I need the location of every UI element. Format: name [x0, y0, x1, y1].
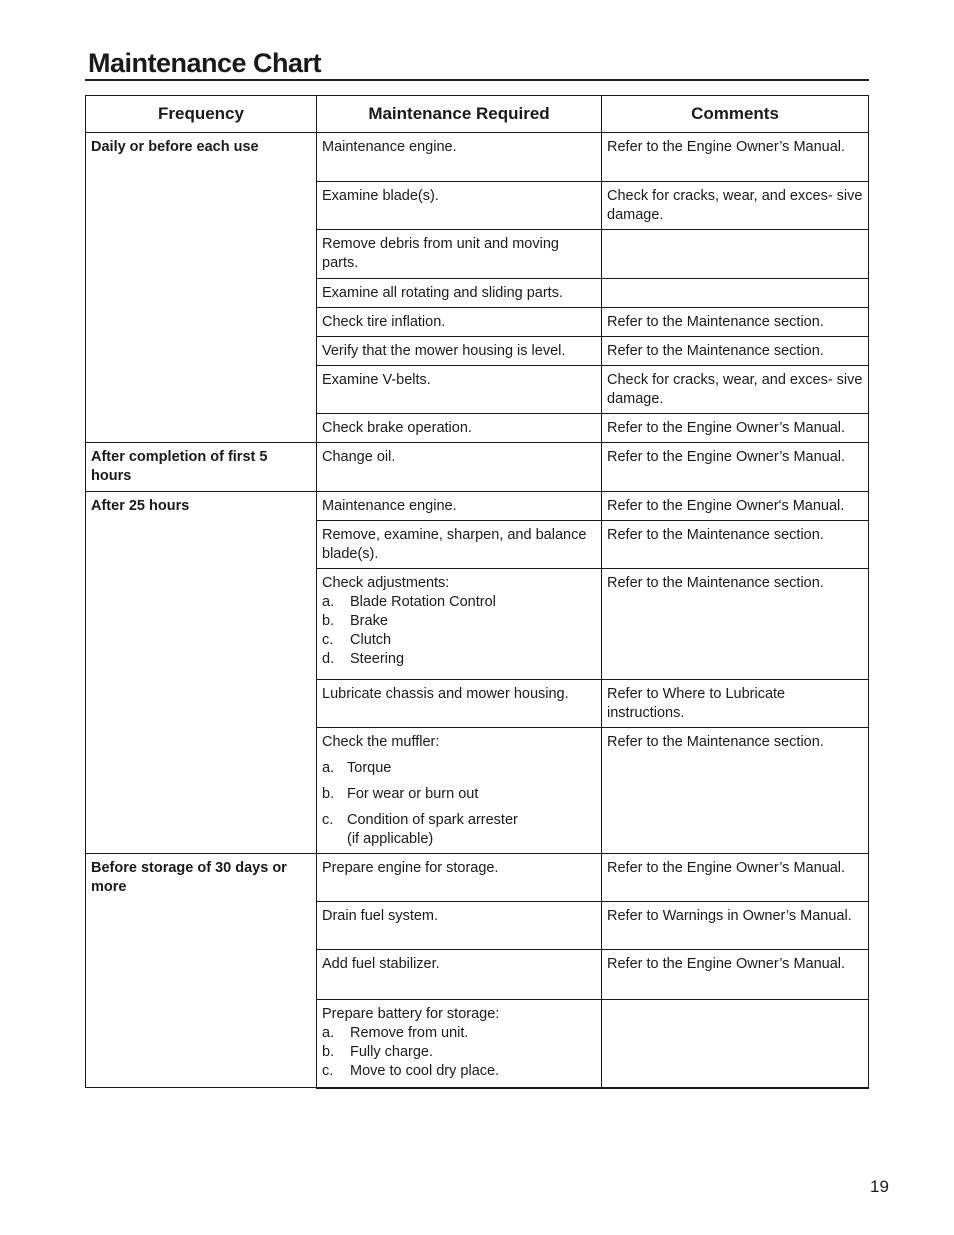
task-cell: Verify that the mower housing is level.	[317, 337, 602, 366]
list-item: b. For wear or burn out	[322, 786, 479, 802]
title-rule	[85, 79, 869, 81]
table-row	[86, 133, 869, 182]
task-cell: Add fuel stabilizer.	[317, 950, 602, 1000]
comment-cell: Refer to the Maintenance section.	[602, 521, 869, 569]
comment-cell: Refer to the Maintenance section.	[602, 569, 869, 680]
task-cell: Examine blade(s).	[317, 182, 602, 230]
task-heading: Check the muffler:	[322, 734, 440, 750]
table-row	[86, 443, 869, 492]
maintenance-chart-table	[85, 95, 869, 1089]
task-cell: Remove, examine, sharpen, and balance blade(s).	[317, 521, 602, 569]
list-item: b. Fully charge.	[322, 1044, 434, 1060]
task-cell	[317, 728, 602, 854]
page-title: Maintenance Chart	[88, 48, 322, 78]
list-item: c. Move to cool dry place.	[322, 1063, 500, 1079]
comment-cell: Refer to the Engine Owner’s Manual.	[602, 443, 869, 492]
frequency-cell: After 25 hours	[86, 492, 317, 854]
table-row	[86, 854, 869, 902]
task-cell: Lubricate chassis and mower housing.	[317, 680, 602, 728]
frequency-cell: Before storage of 30 days or more	[86, 854, 317, 1088]
comment-cell: Refer to the Engine Owner’s Manual.	[602, 414, 869, 443]
page-number: 19	[870, 1177, 889, 1196]
header-maintenance-required: Maintenance Required	[317, 96, 602, 133]
task-cell	[317, 569, 602, 680]
comment-cell: Refer to the Maintenance section.	[602, 337, 869, 366]
comment-cell: Refer to the Engine Owner’s Manual.	[602, 950, 869, 1000]
list-item: c. Condition of spark arrester	[322, 812, 518, 828]
task-cell: Change oil.	[317, 443, 602, 492]
comment-cell: Refer to the Engine Owner’s Manual.	[602, 133, 869, 182]
comment-cell: Refer to the Maintenance section.	[602, 728, 869, 854]
comment-cell	[602, 279, 869, 308]
list-item: d. Steering	[322, 651, 405, 667]
task-cell: Check tire inflation.	[317, 308, 602, 337]
list-item: a. Blade Rotation Control	[322, 594, 496, 610]
frequency-cell: Daily or before each use	[86, 133, 317, 443]
list-item: c. Clutch	[322, 632, 392, 648]
list-item: b. Brake	[322, 613, 388, 629]
task-heading: Check adjustments:	[322, 575, 450, 591]
header-comments: Comments	[602, 96, 869, 133]
comment-cell: Refer to the Engine Owner's Manual.	[602, 492, 869, 521]
comment-cell: Refer to Warnings in Owner’s Manual.	[602, 902, 869, 950]
task-cell: Examine all rotating and sliding parts.	[317, 279, 602, 308]
task-heading: Prepare battery for storage:	[322, 1006, 500, 1022]
comment-cell: Refer to Where to Lubricate instructions.	[602, 680, 869, 728]
task-cell: Drain fuel system.	[317, 902, 602, 950]
task-cell	[317, 1000, 602, 1088]
header-frequency: Frequency	[86, 96, 317, 133]
list-item: a. Torque	[322, 760, 392, 776]
comment-cell: Refer to the Maintenance section.	[602, 308, 869, 337]
task-cell: Check brake operation.	[317, 414, 602, 443]
comment-cell	[602, 230, 869, 279]
list-item: a. Remove from unit.	[322, 1025, 469, 1041]
task-cell: Examine V-belts.	[317, 366, 602, 414]
task-cell: Prepare engine for storage.	[317, 854, 602, 902]
comment-cell: Check for cracks, wear, and exces- sive damage.	[602, 366, 869, 414]
comment-cell: Refer to the Engine Owner’s Manual.	[602, 854, 869, 902]
task-cell: Remove debris from unit and moving parts.	[317, 230, 602, 279]
comment-cell: Check for cracks, wear, and exces- sive damage.	[602, 182, 869, 230]
list-item-continuation: (if applicable)	[347, 831, 434, 847]
task-cell: Maintenance engine.	[317, 492, 602, 521]
comment-cell	[602, 1000, 869, 1088]
table-row	[86, 492, 869, 521]
table-header-row	[86, 96, 869, 133]
task-cell: Maintenance engine.	[317, 133, 602, 182]
frequency-cell: After completion of first 5 hours	[86, 443, 317, 492]
